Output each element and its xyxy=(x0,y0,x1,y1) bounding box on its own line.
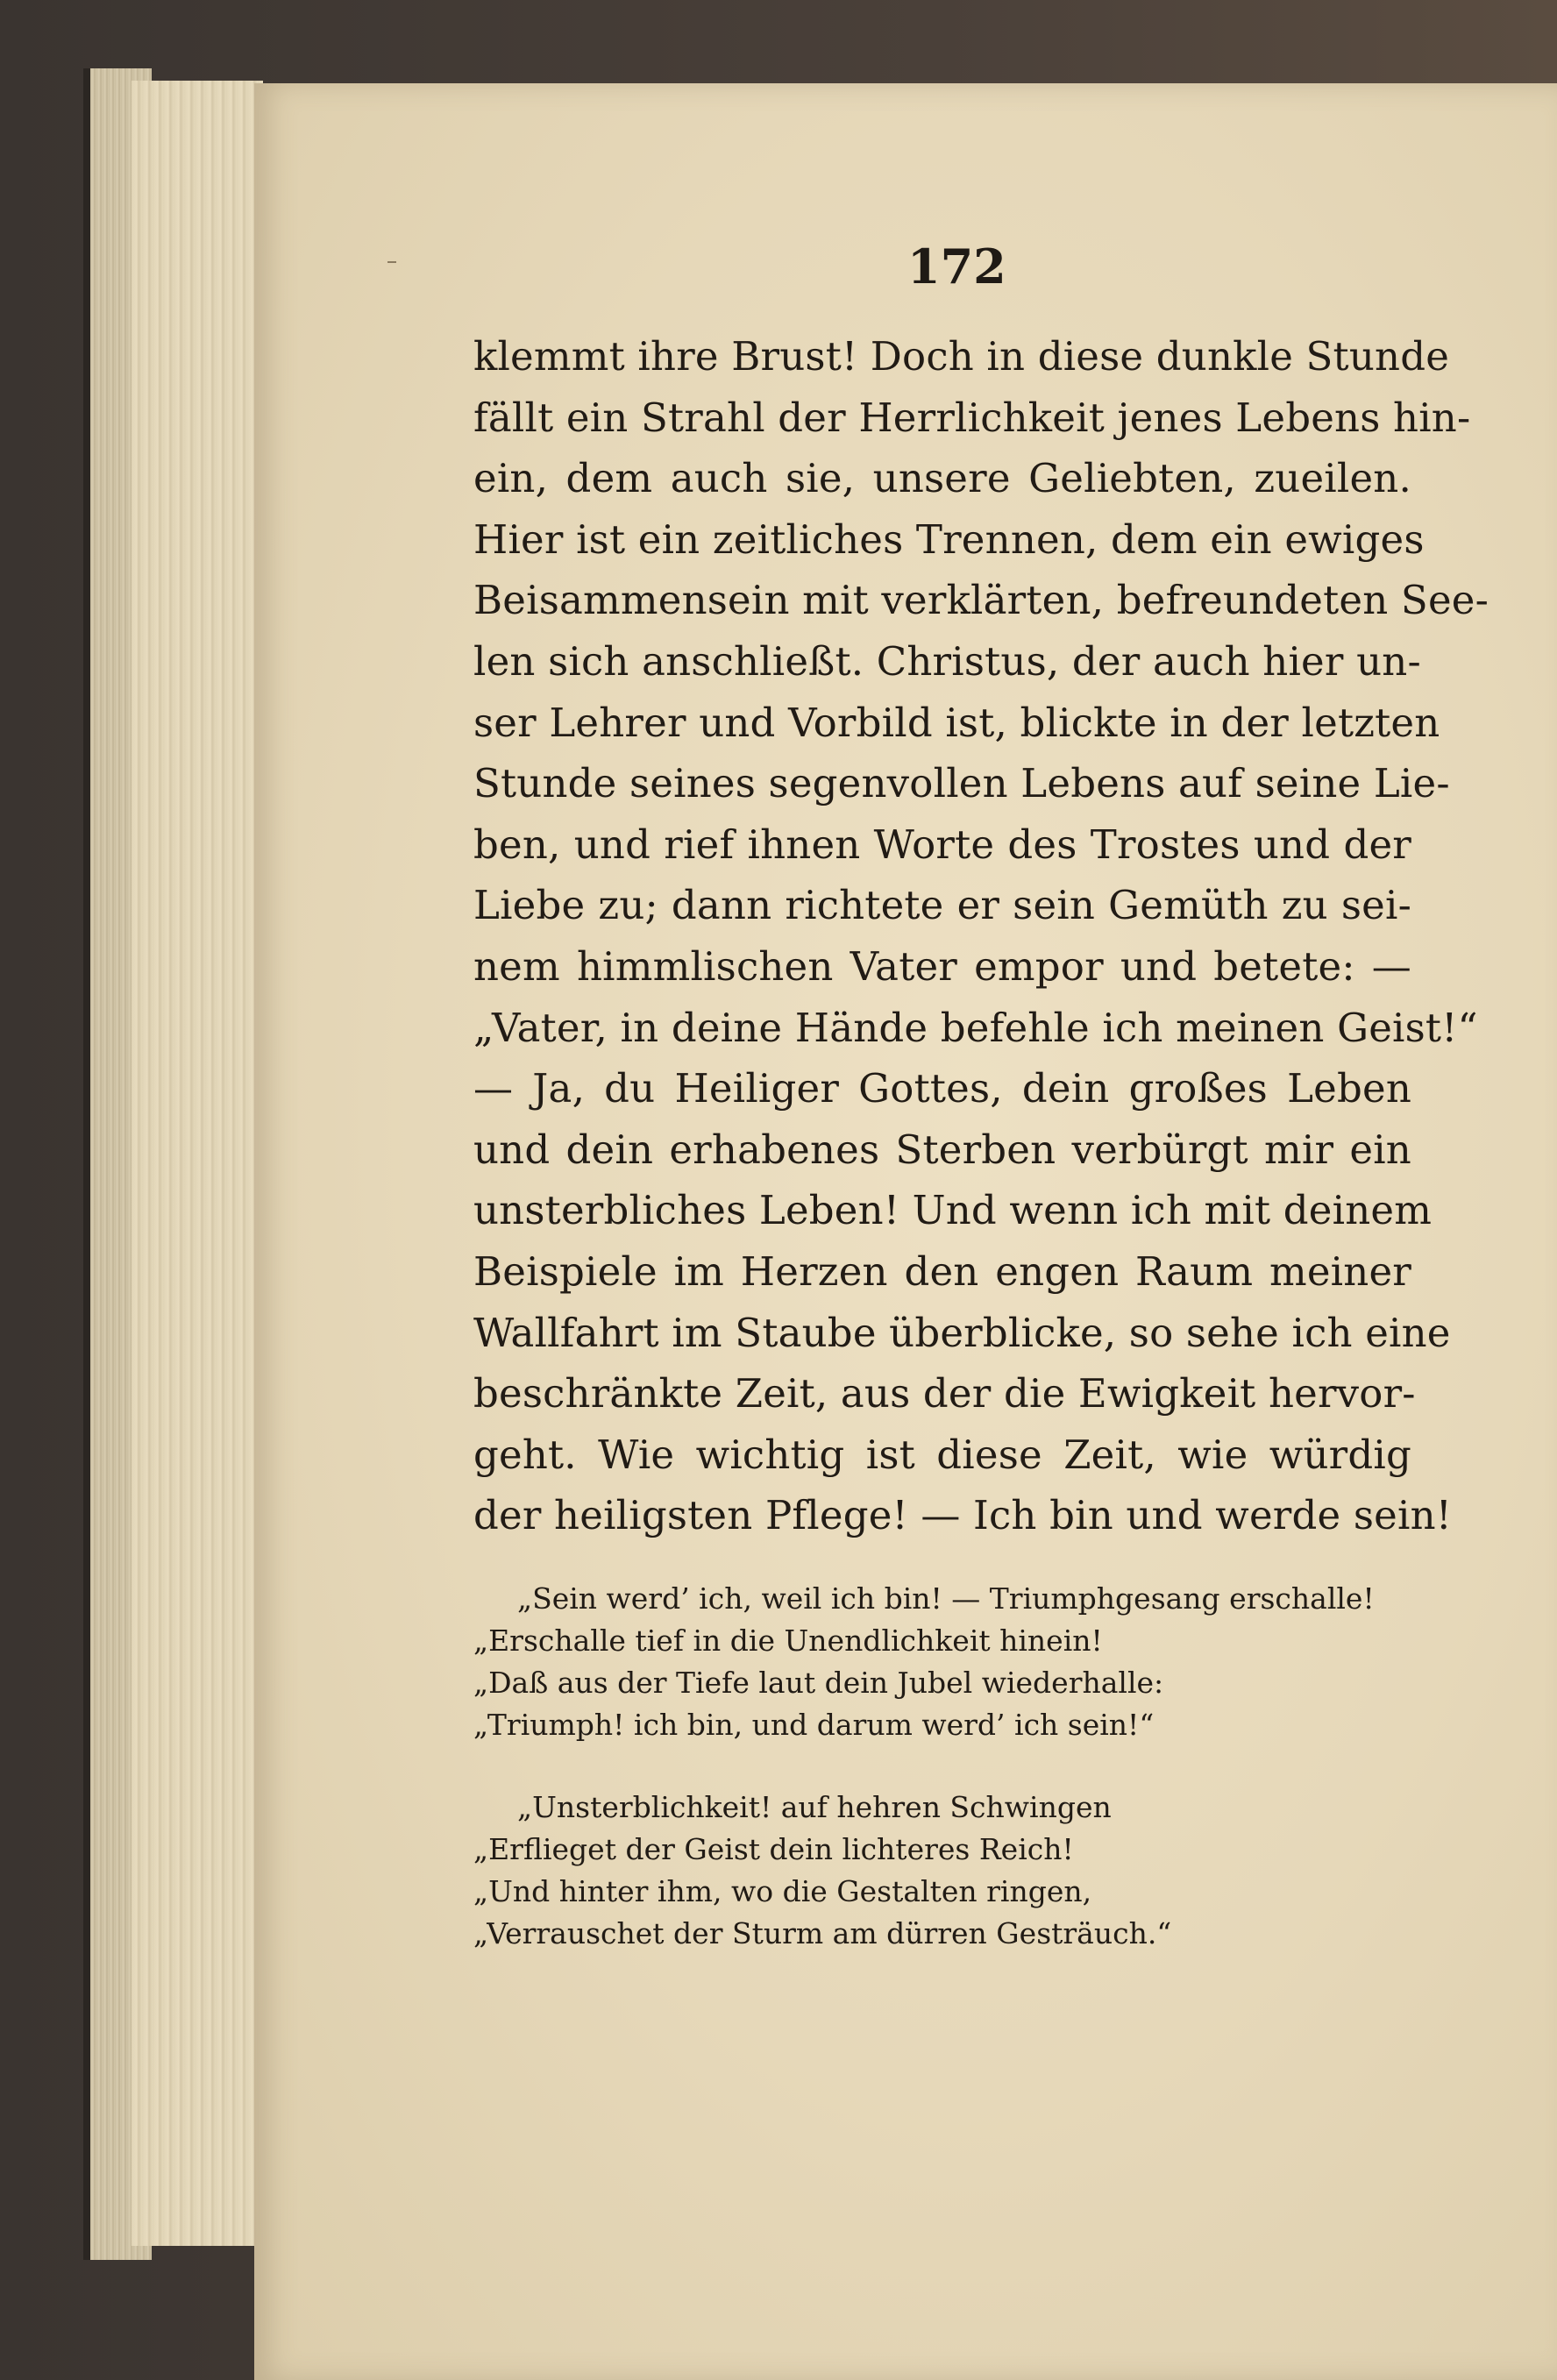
text-line: und dein erhabenes Sterben verbürgt mir ein xyxy=(473,1126,1411,1173)
text-line: unsterbliches Leben! Und wenn ich mit deinem xyxy=(473,1187,1433,1234)
text-line: klemmt ihre Brust! Doch in diese dunkle Stunde xyxy=(473,333,1450,380)
verse-line: „Verrauschet der Sturm am dürren Gesträuch.“ xyxy=(473,1916,1172,1950)
verse-line: „Erschalle tief in die Unendlichkeit hinein! xyxy=(473,1623,1103,1658)
text-line: beschränkte Zeit, aus der die Ewigkeit hervor- xyxy=(473,1370,1416,1417)
verse-stanza-1 xyxy=(473,1578,1411,1746)
text-line: Hier ist ein zeitliches Trennen, dem ein ewiges xyxy=(473,515,1425,563)
text-line: „Vater, in deine Hände befehle ich meinen Geist!“ xyxy=(473,1004,1478,1051)
text-line: Stunde seines segenvollen Lebens auf seine Lie- xyxy=(473,760,1450,807)
verse-line: „Unsterblichkeit! auf hehren Schwingen xyxy=(517,1790,1112,1824)
page-edges xyxy=(132,81,263,2246)
verse-stanza-2 xyxy=(473,1787,1411,1955)
text-line: Wallfahrt im Staube überblicke, so sehe ich eine xyxy=(473,1309,1451,1356)
text-line: Beispiele im Herzen den engen Raum meiner xyxy=(473,1247,1411,1295)
text-line: Liebe zu; dann richtete er sein Gemüth zu sei- xyxy=(473,882,1411,929)
page-number: 172 xyxy=(907,238,1006,295)
text-line: der heiligsten Pflege! — Ich bin und werde sein! xyxy=(473,1492,1453,1539)
text-line: len sich anschließt. Christus, der auch hier un- xyxy=(473,637,1421,685)
verse-line: „Erflieget der Geist dein lichteres Reich! xyxy=(473,1832,1074,1866)
text-line: fällt ein Strahl der Herrlichkeit jenes Lebens hin- xyxy=(473,394,1471,441)
verse-line: „Sein werd’ ich, weil ich bin! — Triumphgesang erschalle! xyxy=(517,1581,1375,1616)
text-line: Beisammensein mit verklärten, befreundeten See- xyxy=(473,577,1489,624)
text-line: — Ja, du Heiliger Gottes, dein großes Leben xyxy=(473,1065,1411,1112)
text-line: ein, dem auch sie, unsere Geliebten, zueilen. xyxy=(473,455,1411,502)
text-line: nem himmlischen Vater empor und betete: — xyxy=(473,942,1411,990)
verse-line: „Daß aus der Tiefe laut dein Jubel wiederhalle: xyxy=(473,1666,1164,1700)
verse-line: „Und hinter ihm, wo die Gestalten ringen, xyxy=(473,1874,1092,1908)
prose-block xyxy=(473,326,1489,1546)
text-line: geht. Wie wichtig ist diese Zeit, wie würdig xyxy=(473,1431,1411,1478)
margin-mark xyxy=(387,261,396,263)
text-line: ser Lehrer und Vorbild ist, blickte in der letzten xyxy=(473,699,1440,746)
text-line: ben, und rief ihnen Worte des Trostes und der xyxy=(473,821,1411,868)
verse-line: „Triumph! ich bin, und darum werd’ ich sein!“ xyxy=(473,1708,1155,1742)
